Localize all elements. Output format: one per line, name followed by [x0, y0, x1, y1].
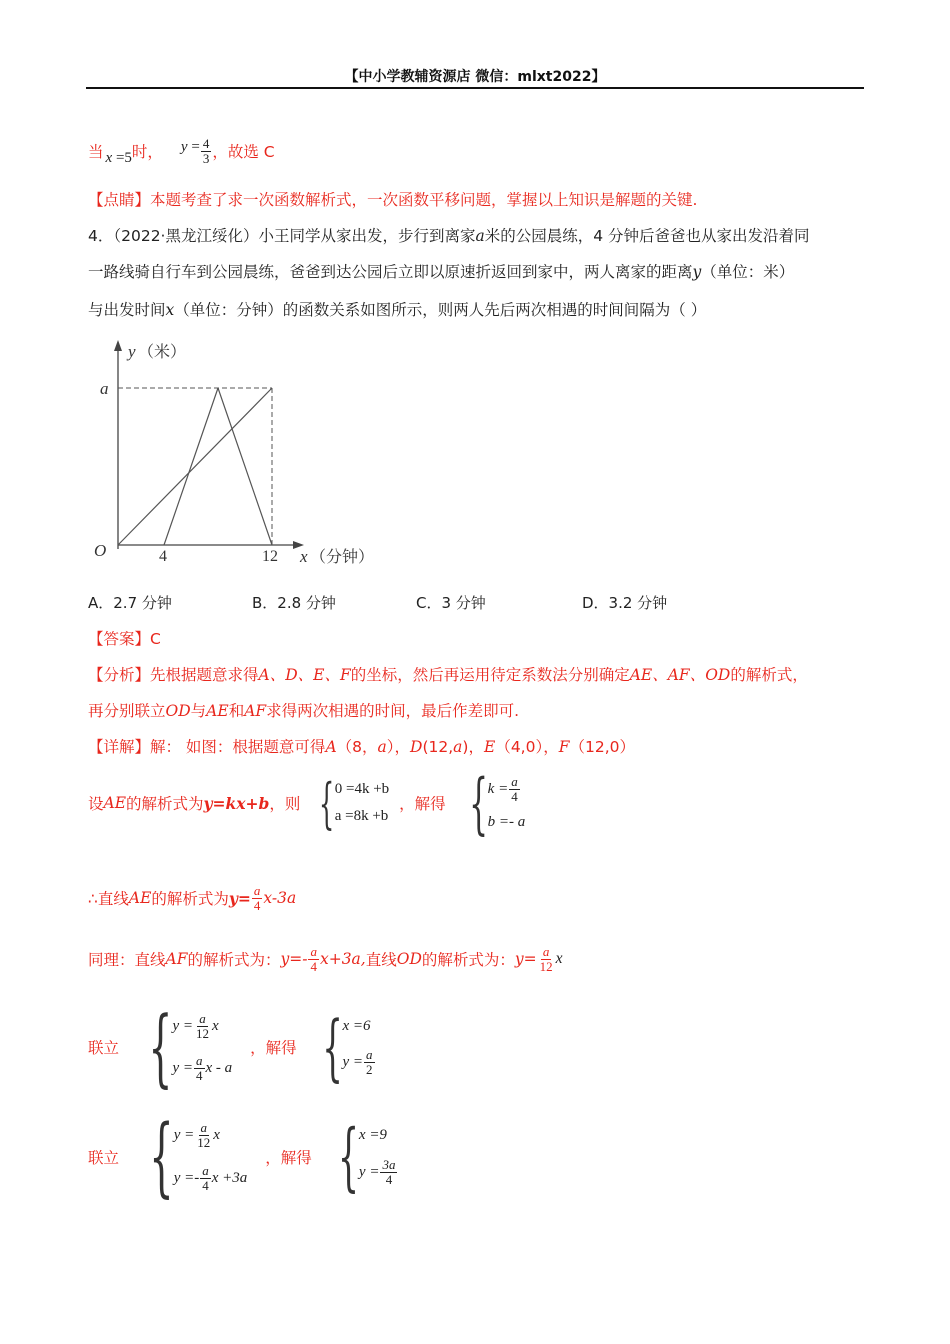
- distance-time-graph: [86, 335, 386, 575]
- x-label-var: x: [300, 547, 308, 566]
- page-header: 【中小学教辅资源店 微信：mlxt2022】: [344, 69, 606, 85]
- prev-x-eq: x =5: [105, 149, 132, 166]
- tick-4-label: 4: [159, 548, 167, 565]
- option-d[interactable]: D．3.2 分钟: [582, 594, 668, 612]
- tick-12-label: 12: [262, 548, 278, 565]
- question-line-2: 一路线骑自行车到公园晨练，爸爸到达公园后立即以原速折返回到家中，两人离家的距离y（单位：米）: [88, 263, 795, 281]
- prev-tail: ，故选 C: [212, 143, 275, 161]
- prev-when: 当: [88, 143, 104, 161]
- detail-line: 【详解】解： 如图：根据题意可得A（8，a），D(12,a)，E（4,0），F（12,0）: [88, 738, 635, 756]
- option-a[interactable]: A．2.7 分钟: [88, 594, 172, 612]
- line-af-od-result: 同理：直线 AF 的解析式为： y=- $\frac{a}{4}$ x+3a, 直线 OD 的解析式为： y= $\frac{a}{12}$ x: [88, 943, 563, 974]
- answer-line: 【答案】C: [88, 630, 161, 648]
- father-line-EA: [164, 388, 218, 545]
- xiaowang-line-OD: [118, 388, 272, 545]
- system-1: 联立 { y = $\frac{a}{12}$ x y = $\frac{a}{4}$ x - a ，解得 { x =6 y = $\frac{a}{2}$: [88, 1004, 376, 1090]
- origin-label: O: [94, 541, 107, 560]
- system-2: 联立 { y = $\frac{a}{12}$ x y =- $\frac{a}{4}$ x +3a ，解得 { x =9 y = $\frac{3a}{4}$: [88, 1112, 398, 1202]
- y-label-var: y: [128, 342, 136, 361]
- system-2-solution: { x =9 y = $\frac{3a}{4}$: [337, 1114, 396, 1200]
- system-2-equations: { y = $\frac{a}{12}$ x y =- $\frac{a}{4}$ x +3a: [149, 1107, 248, 1207]
- analysis-line-1: 【分析】先根据题意求得A、D、E、F的坐标，然后再运用待定系数法分别确定AE、AF、OD的解析式，: [88, 666, 808, 684]
- a-label: a: [100, 379, 109, 398]
- set-ae-line: 设 AE 的解析式为 y=kx+b ，则 { 0 =4k +b a =8k +b ，解得 { k = $\frac{a}{4}$ b =- a: [88, 764, 526, 842]
- question-line-3: 与出发时间x（单位：分钟）的函数关系如图所示，则两人先后两次相遇的时间间隔为（ ）: [88, 301, 707, 319]
- x-label-unit: （分钟）: [310, 549, 375, 566]
- prev-shi: 时，: [131, 143, 163, 161]
- system-1-solution: { x =6 y = $\frac{a}{2}$: [321, 1005, 373, 1089]
- prev-answer-line: [88, 136, 275, 166]
- ae-solution-system: { k = $\frac{a}{4}$ b =- a: [468, 764, 526, 842]
- y-label-unit: （米）: [138, 344, 187, 361]
- system-1-equations: { y = $\frac{a}{12}$ x y = $\frac{a}{4}$ x - a: [148, 998, 233, 1096]
- father-line-AF: [218, 388, 272, 545]
- y-axis-arrow: [114, 340, 122, 351]
- prev-y-frac: $\frac{4}{3}$: [202, 135, 210, 166]
- prev-y-var: y =: [180, 138, 200, 155]
- question-line-1: 4．（2022·黑龙江绥化）小王同学从家出发，步行到离家a米的公园晨练，4 分钟后爸爸也从家出发沿着同: [88, 227, 810, 245]
- ae-equation-system: { 0 =4k +b a =8k +b: [319, 771, 390, 835]
- option-b[interactable]: B．2.8 分钟: [252, 594, 336, 612]
- option-c[interactable]: C．3 分钟: [416, 594, 486, 612]
- line-ae-result: ∴直线 AE 的解析式为 y= $\frac{a}{4}$ x-3a: [88, 882, 297, 913]
- analysis-line-2: 再分别联立OD与AE和AF求得两次相遇的时间，最后作差即可.: [88, 702, 520, 720]
- dianjing-note: 【点睛】本题考查了求一次函数解析式，一次函数平移问题，掌握以上知识是解题的关键.: [88, 191, 698, 209]
- header-rule: [86, 87, 864, 89]
